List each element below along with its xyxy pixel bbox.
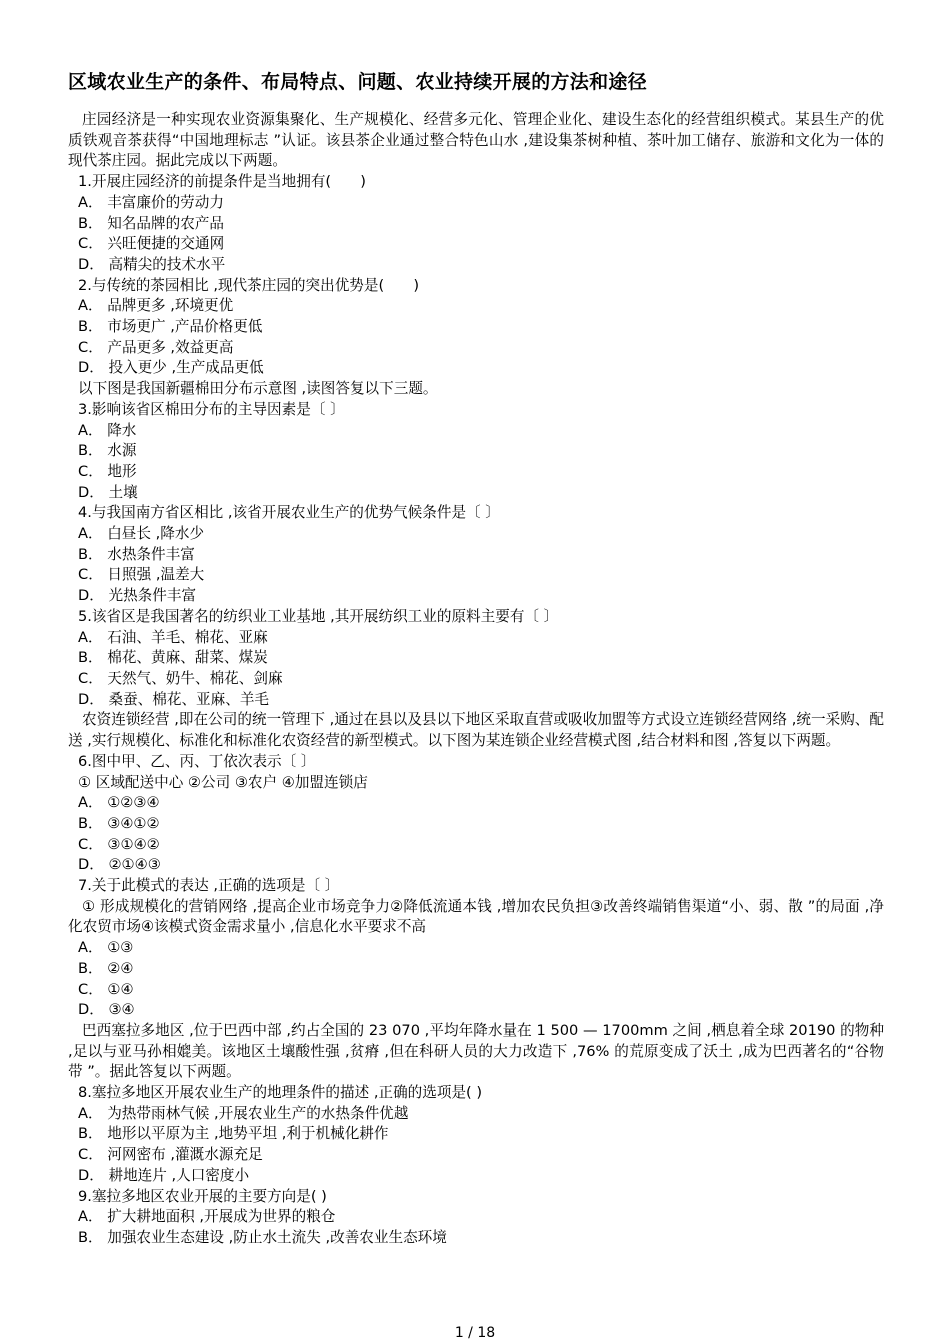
answer-option: A． 为热带雨林气候 ,开展农业生产的水热条件优越 [78, 1104, 409, 1122]
answer-option: B． 市场更广 ,产品价格更低 [78, 318, 263, 336]
question-line: 6.图中甲、乙、丙、丁依次表示〔 〕 [78, 752, 316, 770]
answer-option: A． 品牌更多 ,环境更优 [78, 297, 234, 315]
question-line: 9.塞拉多地区农业开展的主要方向是( ) [78, 1187, 327, 1205]
paragraph: ① 形成规模化的营销网络 ,提高企业市场竞争力②降低流通本钱 ,增加农民负担③改善终端销售渠道“小、弱、散 ”的局面 ,净化农贸市场④该模式资金需求量小 ,信息化水平要求不高 [68, 897, 884, 936]
answer-option: B． ③④①② [78, 814, 160, 832]
answer-option: B． 加强农业生态建设 ,防止水土流失 ,改善农业生态环境 [78, 1228, 447, 1246]
answer-option: C． 河网密布 ,灌溉水源充足 [78, 1146, 263, 1164]
answer-option: D． 桑蚕、棉花、亚麻、羊毛 [78, 690, 270, 708]
answer-option: D． 光热条件丰富 [78, 587, 197, 605]
answer-option: A． 石油、羊毛、棉花、亚麻 [78, 628, 268, 646]
answer-option: D． 投入更少 ,生产成品更低 [78, 359, 264, 377]
question-line: 4.与我国南方省区相比 ,该省开展农业生产的优势气候条件是〔 〕 [78, 504, 500, 522]
question-line: 1.开展庄园经济的前提条件是当地拥有( ) [78, 173, 367, 191]
question-line: 2.与传统的茶园相比 ,现代茶庄园的突出优势是( ) [78, 276, 420, 294]
answer-option: D． ②①④③ [78, 856, 161, 874]
question-line: 5.该省区是我国著名的纺织业工业基地 ,其开展纺织工业的原料主要有〔 〕 [78, 607, 559, 625]
answer-option: B． 棉花、黄麻、甜菜、煤炭 [78, 649, 268, 667]
question-line: ① 区域配送中心 ②公司 ③农户 ④加盟连锁店 [78, 773, 368, 791]
answer-option: D． ③④ [78, 1001, 135, 1019]
answer-option: A． ①②③④ [78, 794, 160, 812]
question-line: 以下图是我国新疆棉田分布示意图 ,读图答复以下三题。 [78, 380, 438, 398]
answer-option: B． 水源 [78, 442, 137, 460]
answer-option: A． ①③ [78, 939, 134, 957]
page-number: 1 / 18 [454, 1325, 496, 1341]
answer-option: C． 地形 [78, 462, 137, 480]
answer-option: B． 水热条件丰富 [78, 545, 195, 563]
answer-option: C． ③①④② [78, 835, 160, 853]
answer-option: D． 土壤 [78, 483, 138, 501]
question-line: 8.塞拉多地区开展农业生产的地理条件的描述 ,正确的选项是( ) [78, 1084, 483, 1102]
paragraph: 巴西塞拉多地区 ,位于巴西中部 ,约占全国的 23 070 ,平均年降水量在 1 500 — 1700mm 之间 ,栖息着全球 20190 的物种 ,足以与亚马孙相媲美。该地区土壤酸性强 ,贫瘠 ,但在科研人员的大力改造下 ,76% 的荒原变成了沃土 ,成为巴西著名的“谷物带 ”。据此答复以下两题。 [68, 1021, 884, 1081]
answer-option: A． 丰富廉价的劳动力 [78, 193, 224, 211]
answer-option: B． 地形以平原为主 ,地势平坦 ,利于机械化耕作 [78, 1125, 389, 1143]
answer-option: A． 降水 [78, 421, 137, 439]
paragraph: 庄园经济是一种实现农业资源集聚化、生产规模化、经营多元化、管理企业化、建设生态化的经营组织模式。某县生产的优质铁观音茶获得“中国地理标志 ”认证。该县茶企业通过整合特色山水 ,建设集茶树种植、茶叶加工储存、旅游和文化为一体的现代茶庄园。据此完成以下两题。 [68, 111, 884, 170]
answer-option: C． ①④ [78, 980, 134, 998]
answer-option: C． 日照强 ,温差大 [78, 566, 205, 584]
answer-option: B． 知名品牌的农产品 [78, 214, 224, 232]
question-line: 7.关于此模式的表达 ,正确的选项是〔 〕 [78, 877, 340, 895]
answer-option: C． 天然气、奶牛、棉花、剑麻 [78, 669, 283, 687]
paragraph: 农资连锁经营 ,即在公司的统一管理下 ,通过在县以及县以下地区采取直营或吸收加盟等方式设立连锁经营网络 ,统一采购、配送 ,实行规模化、标准化和标准化农资经营的新型模式。以下图为某连锁企业经营模式图 ,结合材料和图 ,答复以下两题。 [68, 711, 884, 750]
answer-option: D． 高精尖的技术水平 [78, 255, 226, 273]
answer-option: D． 耕地连片 ,人口密度小 [78, 1166, 250, 1184]
answer-option: C． 产品更多 ,效益更高 [78, 338, 234, 356]
answer-option: A． 扩大耕地面积 ,开展成为世界的粮仓 [78, 1208, 336, 1226]
answer-option: B． ②④ [78, 959, 134, 977]
document-body [68, 110, 884, 1249]
document-title: 区域农业生产的条件、布局特点、问题、农业持续开展的方法和途径 [68, 71, 648, 93]
question-line: 3.影响该省区棉田分布的主导因素是〔 〕 [78, 400, 345, 418]
answer-option: C． 兴旺便捷的交通网 [78, 235, 225, 253]
document-page [68, 68, 884, 1249]
answer-option: A． 白昼长 ,降水少 [78, 525, 205, 543]
